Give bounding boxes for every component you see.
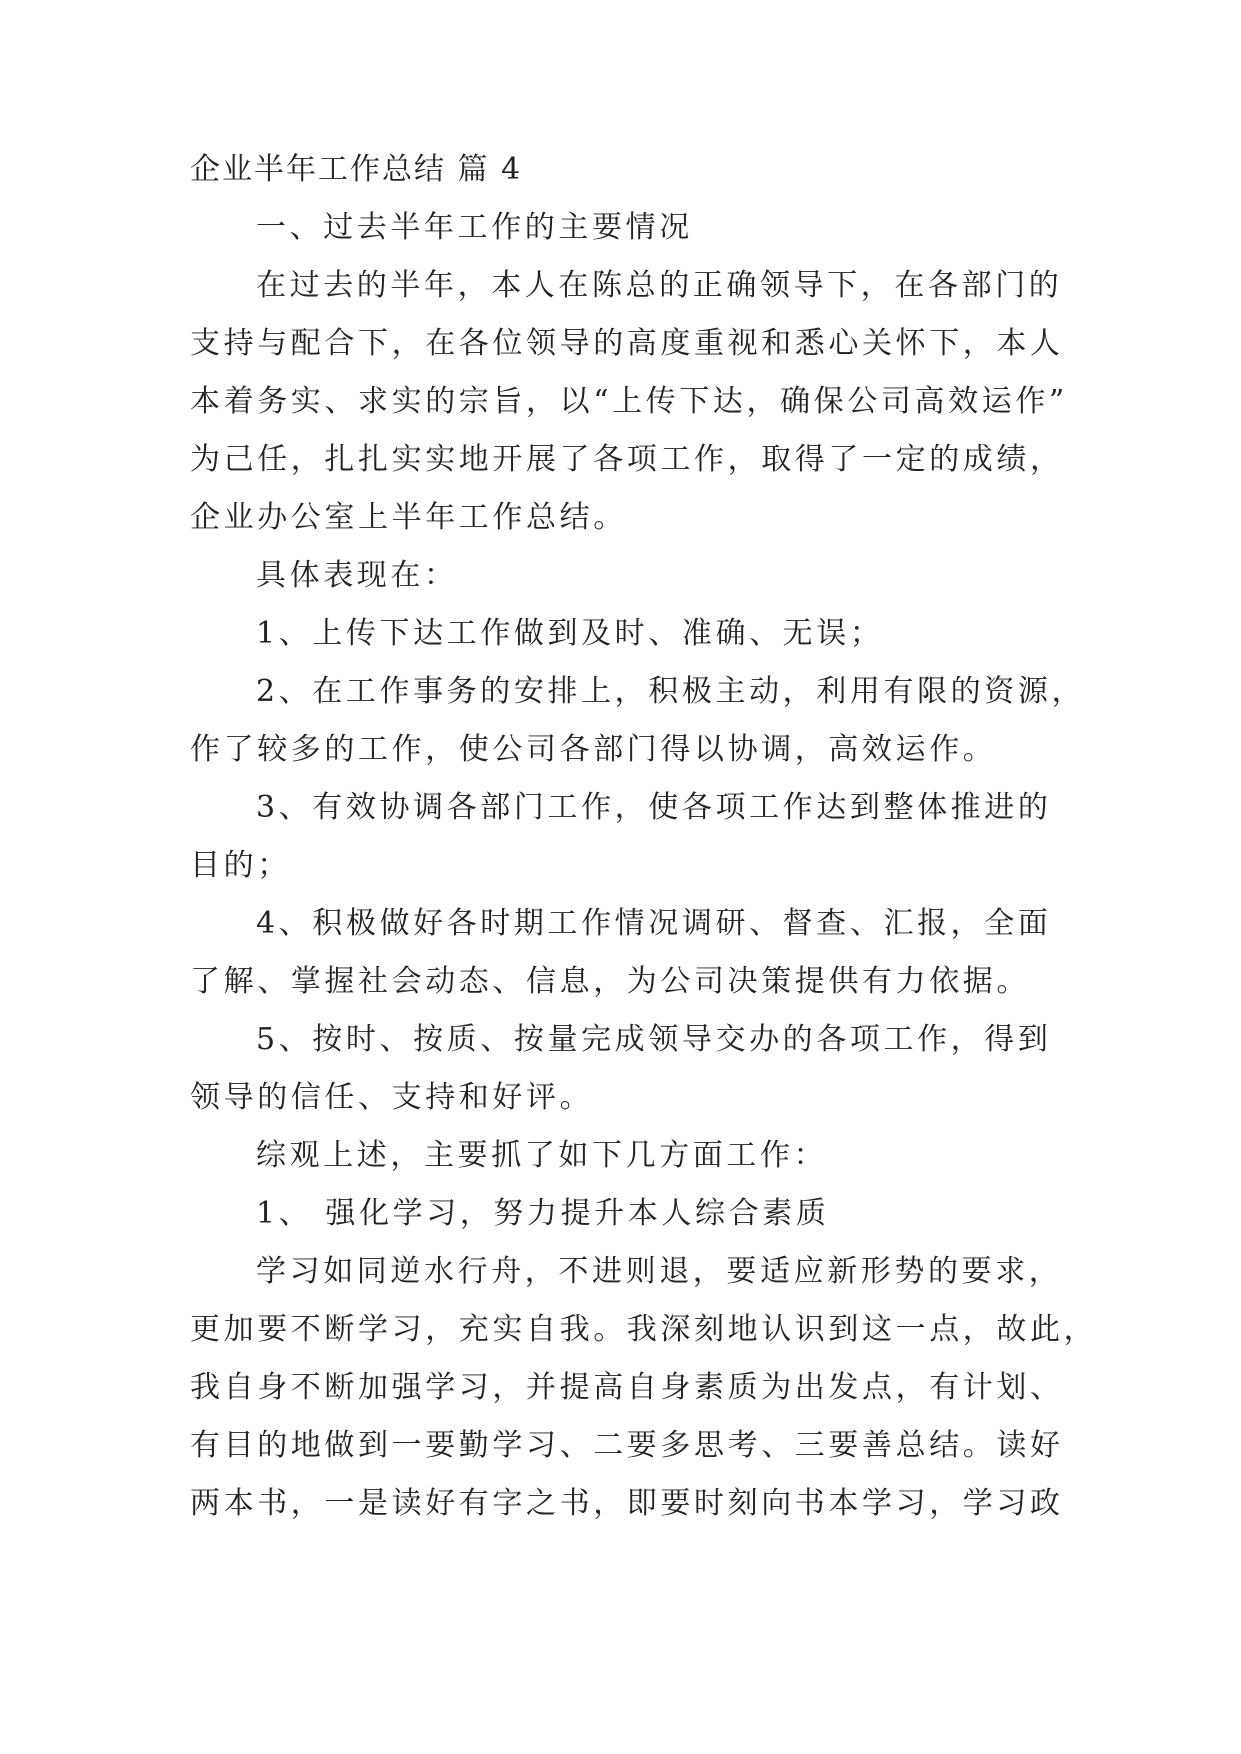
- list-item-5-cont: 领导的信任、支持和好评。: [190, 1080, 594, 1115]
- paragraph-line: 学习如同逆水行舟，不进则退，要适应新形势的要求，: [256, 1254, 1063, 1289]
- paragraph-line: 更加要不断学习，充实自我。我深刻地认识到这一点，故此，: [190, 1312, 1098, 1347]
- paragraph-line: 支持与配合下，在各位领导的高度重视和悉心关怀下，本人: [190, 326, 1064, 361]
- paragraph-line: 为己任，扎扎实实地开展了各项工作，取得了一定的成绩，: [190, 442, 1064, 477]
- paragraph-line: 有目的地做到一要勤学习、二要多思考、三要善总结。读好: [190, 1428, 1064, 1463]
- subheading-1: 1、 强化学习，努力提升本人综合素质: [256, 1196, 830, 1231]
- list-item-5: 5、按时、按质、按量完成领导交办的各项工作，得到: [256, 1022, 1052, 1057]
- list-item-4: 4、积极做好各时期工作情况调研、督查、汇报，全面: [256, 906, 1052, 941]
- list-item-2-cont: 作了较多的工作，使公司各部门得以协调，高效运作。: [190, 732, 997, 767]
- list-item-3-cont: 目的；: [190, 848, 291, 883]
- list-item-4-cont: 了解、掌握社会动态、信息，为公司决策提供有力依据。: [190, 964, 1030, 999]
- paragraph-line: 在过去的半年，本人在陈总的正确领导下，在各部门的: [256, 268, 1063, 303]
- section-heading: 一、过去半年工作的主要情况: [256, 210, 693, 245]
- paragraph-line: 两本书，一是读好有字之书，即要时刻向书本学习，学习政: [190, 1486, 1064, 1521]
- list-item-3: 3、有效协调各部门工作，使各项工作达到整体推进的: [256, 790, 1052, 825]
- paragraph-line: 本着务实、求实的宗旨，以“上传下达，确保公司高效运作”: [190, 384, 1068, 419]
- performance-heading: 具体表现在：: [256, 558, 458, 593]
- document-title: 企业半年工作总结 篇 4: [190, 152, 523, 187]
- summary-heading: 综观上述，主要抓了如下几方面工作：: [256, 1138, 828, 1173]
- paragraph-line: 我自身不断加强学习，并提高自身素质为出发点，有计划、: [190, 1370, 1064, 1405]
- list-item-2: 2、在工作事务的安排上，积极主动，利用有限的资源，: [256, 674, 1086, 709]
- list-item-1: 1、上传下达工作做到及时、准确、无误；: [256, 616, 884, 651]
- paragraph-line: 企业办公室上半年工作总结。: [190, 500, 627, 535]
